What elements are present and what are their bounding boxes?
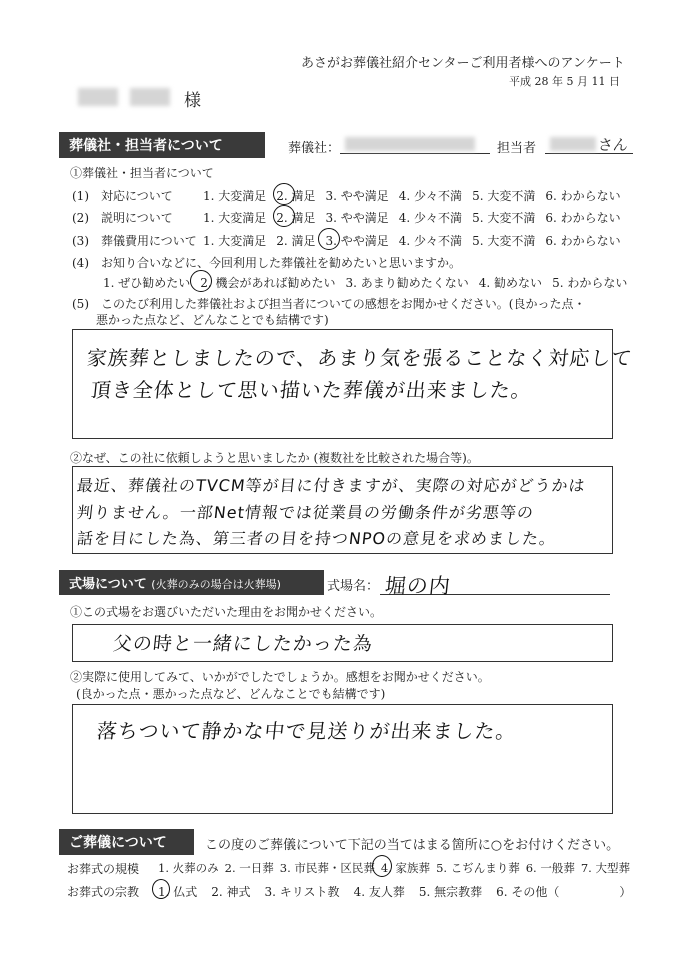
religion-label: お葬式の宗教	[67, 885, 140, 899]
option: 3. 市民葬・区民葬	[279, 861, 375, 875]
option: 5. 大変不満	[472, 234, 536, 248]
option: 5. 大変不満	[472, 211, 536, 225]
q4-options	[103, 274, 637, 291]
q5-line2: 悪かった点など、どんなことでも結構です)	[96, 313, 329, 327]
row-label-cost: (3) 葬儀費用について	[72, 234, 197, 248]
option: 6. わからない	[545, 211, 621, 225]
venue-q2-answer-box	[72, 704, 613, 814]
option: 4. 友人葬	[353, 885, 405, 899]
q2-answer-line2: 判りません。一部Net情報では従業員の労働条件が劣悪等の	[75, 503, 535, 522]
selection-circle	[318, 228, 340, 250]
row-label-explanation: (2) 説明について	[72, 211, 173, 225]
selection-circle	[190, 270, 212, 292]
venue-bar-note: (火葬のみの場合は火葬場)	[151, 578, 281, 591]
staff-label: 担当者	[497, 141, 537, 156]
option: 4. 勧めない	[478, 276, 543, 290]
option: 1. 大変満足	[203, 211, 267, 225]
option: 1. ぜひ勧めたい	[103, 276, 191, 290]
option: 6. その他（ ）	[496, 885, 632, 899]
q5-answer-line2: 頂き全体として思い描いた葬儀が出来ました。	[89, 378, 534, 402]
venue-value: 堀の内	[383, 574, 453, 598]
option: 2. 神式	[211, 885, 251, 899]
q4-text: (4) お知り合いなどに、今回利用した葬儀社を勧めたいと思いますか。	[72, 256, 462, 270]
section-bar-funeral: ご葬儀について	[59, 829, 194, 855]
company-label: 葬儀社：	[288, 141, 341, 156]
honorific-sama: 様	[184, 91, 201, 111]
selection-circle	[273, 205, 295, 227]
venue-q2-answer: 落ちついて静かな中で見送りが出来ました。	[95, 719, 518, 743]
row-options-explanation	[203, 209, 631, 226]
q5-answer-line1: 家族葬としましたので、あまり気を張ることなく対応して	[85, 346, 634, 370]
venue-bar-title: 式場について	[69, 577, 147, 592]
option: 5. こぢんまり葬	[436, 861, 520, 875]
scale-label: お葬式の規模	[67, 862, 140, 876]
option: 3. あまり勧めたくない	[345, 276, 469, 290]
option-selected: 2. 満足	[276, 211, 316, 225]
option: 4. 少々不満	[398, 234, 463, 248]
survey-title: あさがお葬儀社紹介センターご利用者様へのアンケート	[301, 56, 625, 71]
redacted-name-1	[78, 88, 118, 106]
religion-options	[158, 883, 631, 900]
survey-date: 平成 28 年 5 月 11 日	[509, 75, 620, 88]
venue-q1-title: ①この式場をお選びいただいた理由をお聞かせください。	[70, 605, 383, 619]
selection-circle	[273, 183, 295, 205]
company-underline	[340, 153, 490, 154]
row-options-cost	[203, 232, 631, 249]
option: 6. わからない	[545, 189, 621, 203]
section-bar-company: 葬儀社・担当者について	[59, 132, 265, 158]
venue-q2-note: (良かった点・悪かった点など、どんなことでも結構です)	[76, 687, 386, 701]
option: 2. 満足	[276, 234, 316, 248]
q5-line1: (5) このたび利用した葬儀社および担当者についての感想をお聞かせください。(良かった点・	[72, 297, 586, 311]
option: 7. 大型葬	[580, 861, 630, 875]
option-selected: 2. 満足	[276, 189, 316, 203]
venue-q1-answer: 父の時と一緒にしたかった為	[111, 633, 375, 655]
q2-answer-line1: 最近、葬儀社のTVCM等が目に付きますが、実際の対応がどうかは	[75, 476, 587, 495]
redacted-staff	[550, 136, 596, 150]
funeral-instruction: この度のご葬儀について下記の当てはまる箇所に○をお付けください。	[205, 838, 620, 853]
redacted-name-2	[130, 88, 170, 106]
option: 3. やや満足	[325, 189, 389, 203]
venue-q2-title: ②実際に使用してみて、いかがでしたでしょうか。感想をお聞かせください。	[70, 670, 490, 684]
q2-title: ②なぜ、この社に依頼しようと思いましたか (複数社を比較された場合等)。	[70, 451, 479, 465]
option: 2. 一日葬	[224, 861, 274, 875]
q1-title: ①葬儀社・担当者について	[70, 166, 214, 180]
section-bar-venue	[59, 570, 324, 595]
option-selected: 1. 仏式	[158, 885, 198, 899]
option: 3. キリスト教	[264, 885, 340, 899]
option: 6. 一般葬	[525, 861, 575, 875]
selection-circle	[152, 879, 170, 899]
option: 6. わからない	[545, 234, 621, 248]
option-selected: 3. やや満足	[325, 234, 389, 248]
redacted-company	[345, 136, 475, 150]
staff-suffix: さん	[597, 136, 629, 154]
option: 5. 大変不満	[472, 189, 536, 203]
option: 1. 火葬のみ	[158, 861, 219, 875]
row-options-response	[203, 187, 631, 204]
venue-label: 式場名：	[327, 579, 380, 594]
scale-options	[158, 860, 630, 876]
option: 5. 無宗教葬	[418, 885, 483, 899]
venue-q1-answer-box	[72, 624, 613, 662]
q2-answer-box	[72, 466, 613, 554]
selection-circle	[372, 855, 392, 877]
option-selected: 2. 機会があれば勧めたい	[200, 276, 336, 290]
option: 4. 少々不満	[398, 189, 463, 203]
option: 5. わからない	[552, 276, 628, 290]
q2-answer-line3: 話を目にした為、第三者の目を持つNPOの意見を求めました。	[75, 529, 558, 548]
option: 1. 大変満足	[203, 234, 267, 248]
option: 3. やや満足	[325, 211, 389, 225]
option: 1. 大変満足	[203, 189, 267, 203]
row-label-response: (1) 対応について	[72, 189, 173, 203]
q5-answer-box	[72, 329, 634, 439]
option-selected: 4. 家族葬	[380, 861, 431, 875]
option: 4. 少々不満	[398, 211, 463, 225]
